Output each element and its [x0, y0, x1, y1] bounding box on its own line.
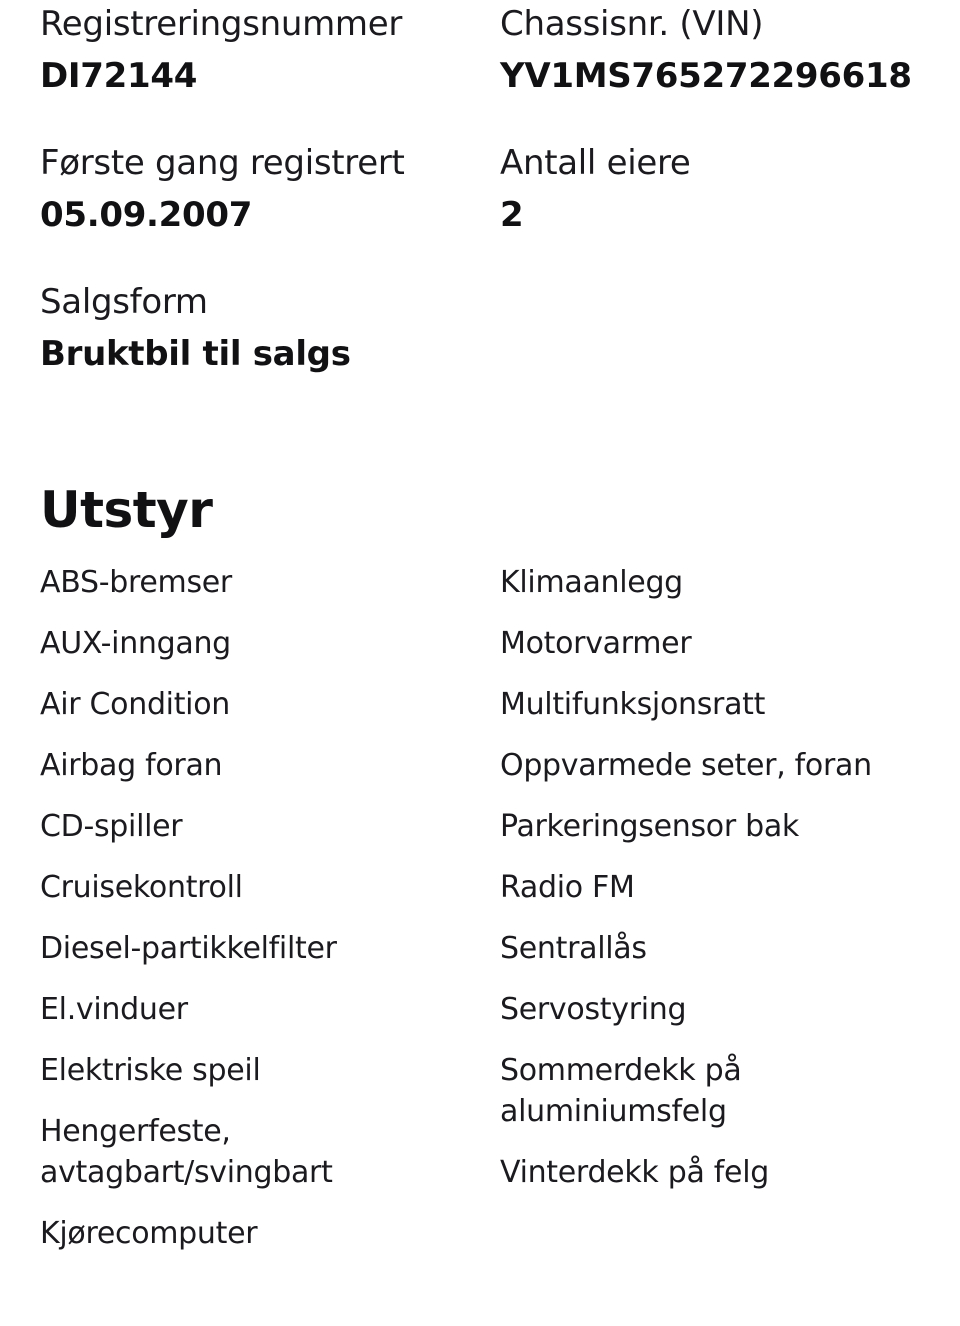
equipment-list-left	[40, 562, 480, 1274]
owners-field	[500, 143, 691, 235]
vin-value: YV1MS765272296618	[500, 56, 912, 96]
vin-label: Chassisnr. (VIN)	[500, 4, 764, 44]
owners-label: Antall eiere	[500, 143, 691, 183]
equipment-item: Hengerfeste, avtagbart/svingbart	[40, 1114, 333, 1190]
equipment-item: Vinterdekk på felg	[500, 1155, 769, 1190]
registration-number-value: DI72144	[40, 56, 198, 96]
equipment-item: Multifunksjonsratt	[500, 687, 766, 722]
equipment-item: Airbag foran	[40, 748, 223, 783]
equipment-item: Air Condition	[40, 687, 230, 722]
equipment-item: CD-spiller	[40, 809, 183, 844]
vin-field	[500, 4, 912, 96]
sales-form-value: Bruktbil til salgs	[40, 334, 351, 374]
equipment-item: Kjørecomputer	[40, 1216, 258, 1251]
owners-value: 2	[500, 195, 524, 235]
equipment-item: Servostyring	[500, 992, 687, 1027]
sales-form-field	[40, 282, 351, 374]
equipment-item: Radio FM	[500, 870, 635, 905]
equipment-item: Cruisekontroll	[40, 870, 243, 905]
equipment-item: AUX-inngang	[40, 626, 231, 661]
first-registered-label: Første gang registrert	[40, 143, 405, 183]
equipment-item: Sommerdekk på aluminiumsfelg	[500, 1053, 742, 1129]
equipment-item: ABS-bremser	[40, 565, 232, 600]
sales-form-label: Salgsform	[40, 282, 208, 322]
equipment-list-right	[500, 562, 940, 1213]
first-registered-field	[40, 143, 405, 235]
equipment-item: Elektriske speil	[40, 1053, 261, 1088]
equipment-item: Sentrallås	[500, 931, 647, 966]
first-registered-value: 05.09.2007	[40, 195, 253, 235]
equipment-title: Utstyr	[40, 481, 213, 539]
registration-number-label: Registreringsnummer	[40, 4, 403, 44]
equipment-item: Parkeringsensor bak	[500, 809, 800, 844]
equipment-item: Diesel-partikkelfilter	[40, 931, 337, 966]
equipment-item: Motorvarmer	[500, 626, 692, 661]
equipment-item: Oppvarmede seter, foran	[500, 748, 872, 783]
registration-number-field	[40, 4, 402, 96]
equipment-item: Klimaanlegg	[500, 565, 683, 600]
equipment-item: El.vinduer	[40, 992, 188, 1027]
